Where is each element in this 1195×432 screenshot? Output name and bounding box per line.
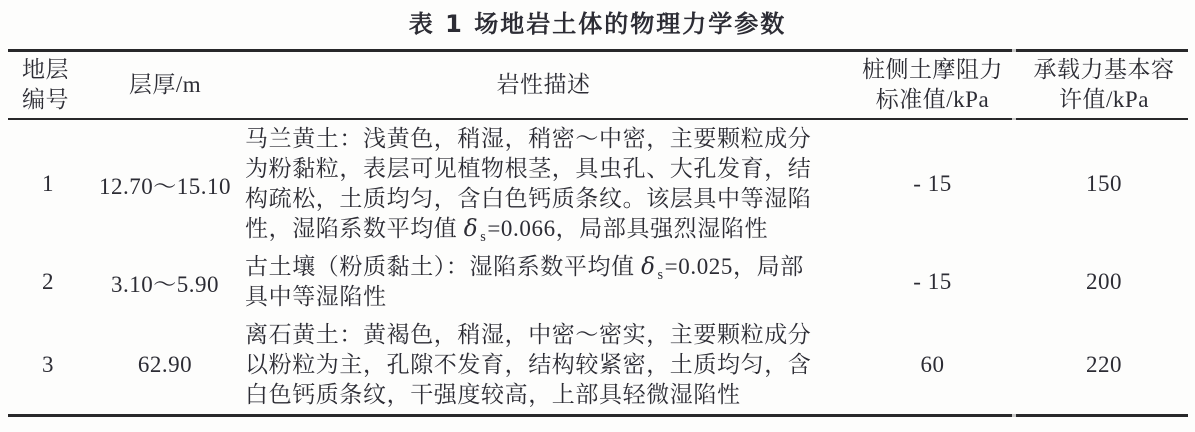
side-friction-cell: 60 xyxy=(920,352,945,377)
thickness-cell: 12.70～15.10 xyxy=(99,173,231,199)
description-cell xyxy=(242,120,845,248)
table-header-row xyxy=(8,49,1188,120)
description-line: 以粉粒为主，孔隙不发育，结构较紧密，土质均匀，含 xyxy=(245,352,812,377)
description-cell xyxy=(242,248,845,316)
layer-no-cell: 2 xyxy=(42,269,54,294)
column-header-bearing-capacity xyxy=(1020,52,1188,118)
rule-break xyxy=(1012,49,1016,52)
layer-no-cell: 3 xyxy=(42,352,54,377)
column-header-line: 承载力基本容 xyxy=(1033,57,1175,82)
rule-break xyxy=(1012,118,1016,120)
bearing-capacity-cell: 150 xyxy=(1086,171,1122,196)
column-header-side-friction xyxy=(845,52,1020,118)
bearing-capacity-cell: 200 xyxy=(1086,269,1122,294)
description-line: 离石黄土：黄褐色，稍湿，中密～密实，主要颗粒成分 xyxy=(245,322,812,347)
description-line: 构疏松，土质均匀，含白色钙质条纹。该层具中等湿陷 xyxy=(245,186,812,211)
rule-break xyxy=(1012,414,1016,418)
column-header-line: 桩侧土摩阻力 xyxy=(862,57,1003,82)
column-header-line: 地层 xyxy=(22,57,69,82)
thickness-cell: 62.90 xyxy=(137,352,193,377)
description-line: 白色钙质条纹，干强度较高，上部具轻微湿陷性 xyxy=(245,382,741,407)
description-line: 性，湿陷系数平均值 δ $_s$=0.066，局部具强烈湿陷性 xyxy=(245,216,769,245)
column-header-line: 许值/kPa xyxy=(1059,87,1149,112)
column-header-line: 编号 xyxy=(22,87,69,112)
column-header-layer-no xyxy=(8,52,88,118)
table-body xyxy=(8,120,1188,417)
thickness-cell: 3.10～5.90 xyxy=(111,271,219,297)
description-line: 古土壤（粉质黏土）：湿陷系数平均值 δ $_s$=0.025，局部 xyxy=(245,254,804,283)
parameters-table xyxy=(8,49,1188,417)
layer-no-cell: 1 xyxy=(42,171,54,196)
column-header-description: 岩性描述 xyxy=(496,72,591,97)
description-line: 具中等湿陷性 xyxy=(245,284,387,309)
side-friction-cell: - 15 xyxy=(913,269,952,294)
table-caption: 表 1 场地岩土体的物理力学参数 xyxy=(408,10,787,38)
description-line: 为粉黏粒，表层可见植物根茎，具虫孔、大孔发育，结 xyxy=(245,156,812,181)
column-header-line: 标准值/kPa xyxy=(875,87,990,112)
description-cell xyxy=(242,316,845,414)
column-header-thickness: 层厚/m xyxy=(128,72,202,97)
description-line: 马兰黄土：浅黄色，稍湿，稍密～中密，主要颗粒成分 xyxy=(245,126,812,151)
side-friction-cell: - 15 xyxy=(913,171,952,196)
bearing-capacity-cell: 220 xyxy=(1086,352,1122,377)
